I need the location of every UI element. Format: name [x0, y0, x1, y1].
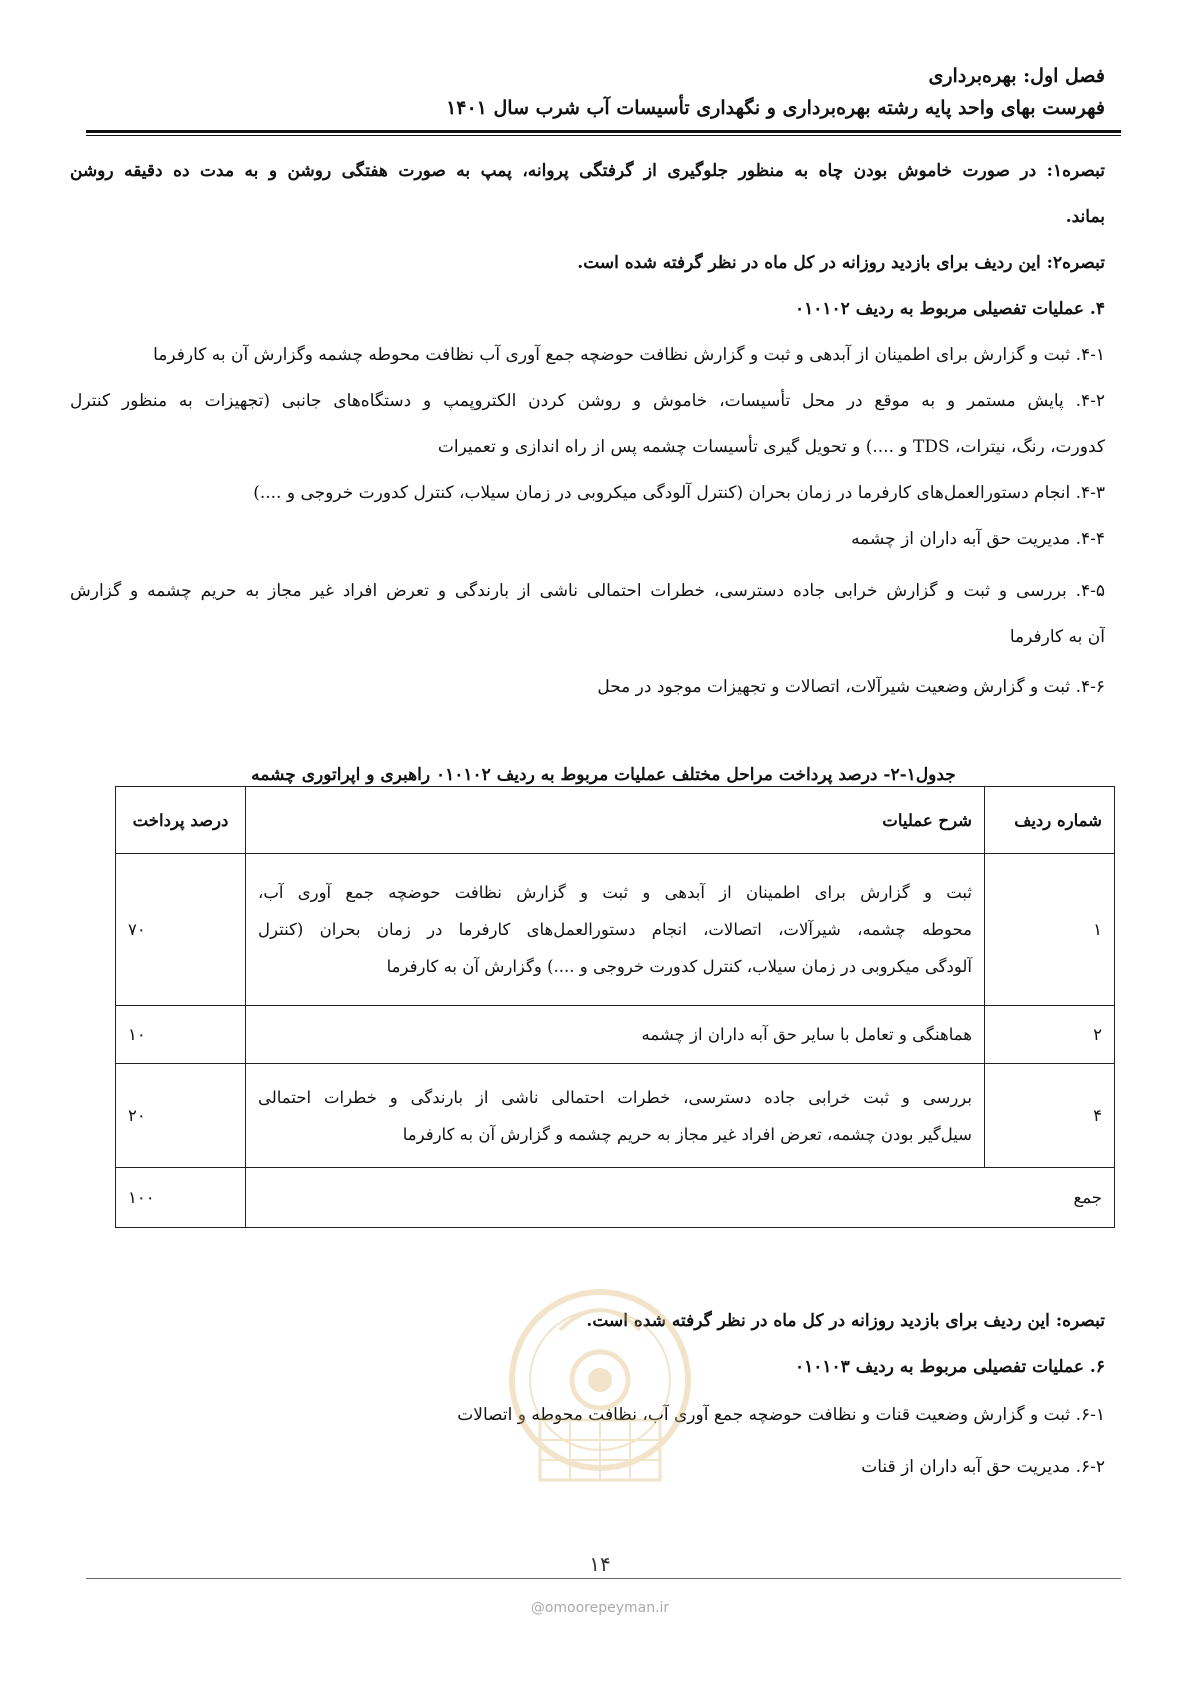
note1-line2: بماند. [1065, 207, 1105, 227]
row-description-line: سیل‌گیر بودن چشمه، تعرض افراد غیر مجاز به حریم چشمه و گزارش آن به کارفرما [402, 1124, 972, 1144]
section4-item5-line1: ۴-۵. بررسی و ثبت و گزارش خرابی جاده دسترسی، خطرات احتمالی ناشی از بارندگی و تعرض افراد غیر مجاز به حریم چشمه و گزارش [70, 581, 1105, 601]
watermark-text: @omoorepeyman.ir [530, 1600, 670, 1616]
row-payment: ۷۰ [116, 854, 246, 1006]
header-row-number: شماره ردیف [985, 787, 1115, 854]
section6-item2: ۶-۲. مدیریت حق آبه داران از قنات [861, 1457, 1105, 1477]
total-payment: ۱۰۰ [116, 1168, 246, 1228]
row-description-line: بررسی و ثبت خرابی جاده دسترسی، خطرات احتمالی ناشی از بارندگی و خطرات احتمالی [258, 1087, 972, 1107]
note1-line1: تبصره۱: در صورت خاموش بودن چاه به منظور جلوگیری از گرفتگی پروانه، پمپ به صورت هفتگی روشن و به مدت ده دقیقه روشن [70, 161, 1105, 181]
row-number: ۱ [985, 854, 1115, 1006]
section4-item3: ۴-۳. انجام دستورالعمل‌های کارفرما در زمان بحران (کنترل آلودگی میکروبی در زمان سیلاب، کنترل کدورت خروجی و ....) [253, 483, 1105, 503]
row-payment: ۱۰ [116, 1006, 246, 1064]
table-total-row [116, 1168, 1115, 1228]
footer-rule [86, 1578, 1121, 1579]
page-header [70, 60, 1105, 124]
row-description [246, 1006, 985, 1064]
watermark-seal-icon [500, 1250, 700, 1550]
section4-item2-line2: کدورت، رنگ، نیترات، TDS و ....) و تحویل گیری تأسیسات چشمه پس از راه اندازی و تعمیرات [437, 437, 1105, 457]
header-payment: درصد پرداخت [116, 787, 246, 854]
row-number: ۲ [985, 1006, 1115, 1064]
page-number: ۱۴ [589, 1552, 611, 1576]
section6-heading: ۶. عملیات تفصیلی مربوط به ردیف ۰۱۰۱۰۳ [795, 1357, 1105, 1377]
header-rule-thin [86, 135, 1121, 136]
row-description-line: ثبت و گزارش برای اطمینان از آبدهی و ثبت و گزارش نظافت حوضچه جمع آوری آب، [258, 883, 972, 902]
section6-item1: ۶-۱. ثبت و گزارش وضعیت قنات و نظافت حوضچه جمع آوری آب، نظافت محوطه و اتصالات [457, 1405, 1105, 1425]
row-description [246, 1064, 985, 1168]
row-number: ۴ [985, 1064, 1115, 1168]
total-label: جمع [246, 1168, 1115, 1228]
section4-item6: ۴-۶. ثبت و گزارش وضعیت شیرآلات، اتصالات و تجهیزات موجود در محل [597, 677, 1105, 697]
note2: تبصره۲: این ردیف برای بازدید روزانه در کل ماه در نظر گرفته شده است. [577, 253, 1105, 273]
table-row [116, 1064, 1115, 1168]
table-header-row [116, 787, 1115, 854]
section4-item1: ۴-۱. ثبت و گزارش برای اطمینان از آبدهی و ثبت و گزارش نظافت حوضچه جمع آوری آب نظافت محوطه چشمه وگزارش آن به کارفرما [153, 345, 1105, 365]
row-description-line: هماهنگی و تعامل با سایر حق آبه داران از چشمه [641, 1025, 972, 1044]
section4-item5-line2: آن به کارفرما [1009, 627, 1105, 647]
row-description-line: آلودگی میکروبی در زمان سیلاب، کنترل کدورت خروجی و ....) وگزارش آن به کارفرما [386, 957, 972, 976]
after-table-note: تبصره: این ردیف برای بازدید روزانه در کل ماه در نظر گرفته شده است. [586, 1311, 1105, 1331]
header-rule-thick [86, 130, 1121, 133]
row-description-line: محوطه چشمه، شیرآلات، اتصالات، انجام دستورالعمل‌های کارفرما در زمان بحران (کنترل [258, 920, 972, 939]
chapter-title: فصل اول: بهره‌برداری [928, 65, 1105, 87]
row-description [246, 854, 985, 1006]
section4-item4: ۴-۴. مدیریت حق آبه داران از چشمه [851, 529, 1105, 549]
table-row [116, 1006, 1115, 1064]
section4-heading: ۴. عملیات تفصیلی مربوط به ردیف ۰۱۰۱۰۲ [795, 299, 1105, 319]
table-caption: جدول۱-۲- درصد پرداخت مراحل مختلف عملیات مربوط به ردیف ۰۱۰۱۰۲ راهبری و اپراتوری چشمه [251, 765, 956, 785]
header-description: شرح عملیات [246, 787, 985, 854]
table-row [116, 854, 1115, 1006]
payment-table [115, 786, 1115, 1228]
row-payment: ۲۰ [116, 1064, 246, 1168]
document-title: فهرست بهای واحد پایه رشته بهره‌برداری و نگهداری تأسیسات آب شرب سال ۱۴۰۱ [446, 97, 1105, 119]
section4-item2-line1: ۴-۲. پایش مستمر و به موقع در محل تأسیسات، خاموش و روشن کردن الکتروپمپ و دستگاه‌های جانبی (تجهیزات به منظور کنترل [70, 391, 1105, 411]
